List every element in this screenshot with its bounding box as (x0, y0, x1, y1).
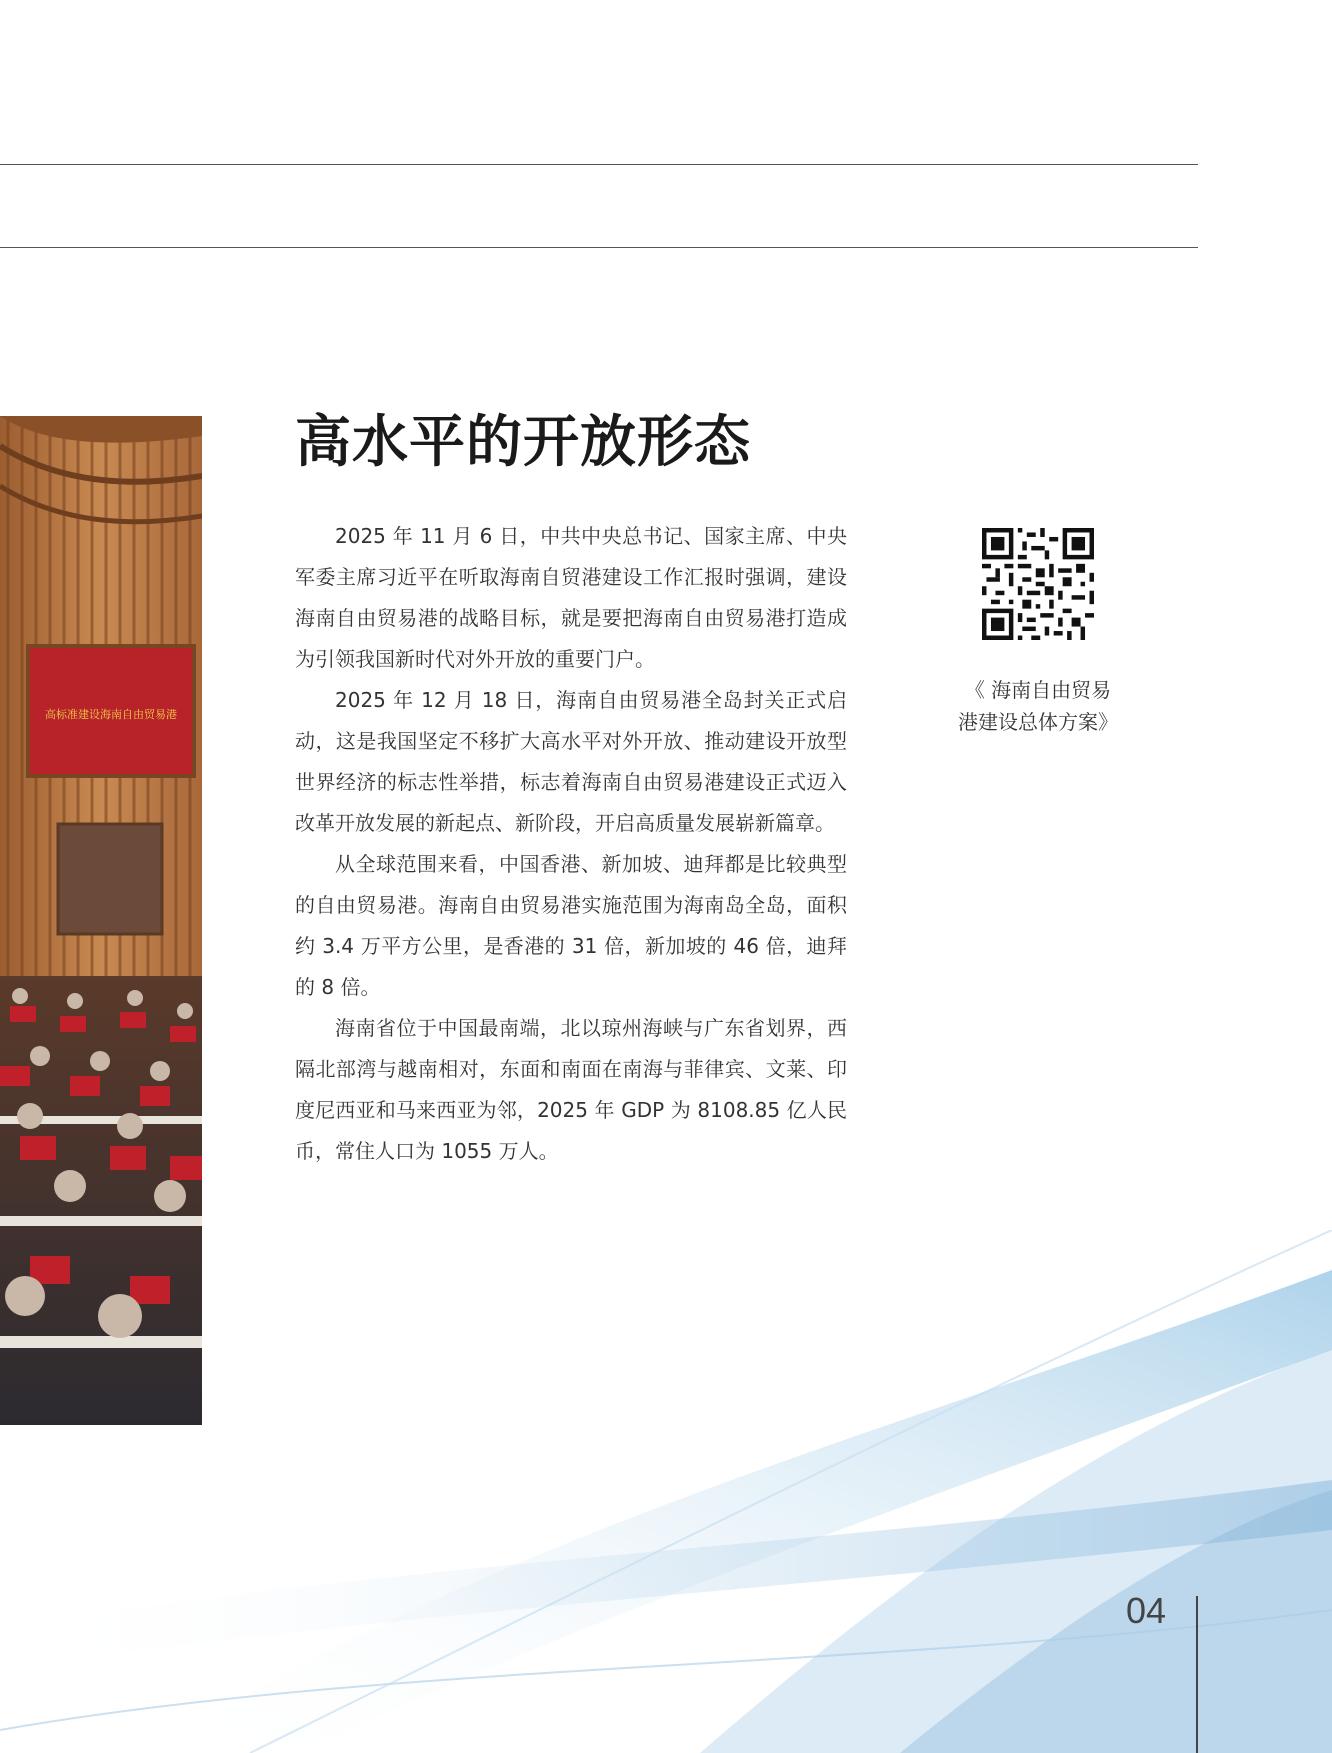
banner-text: 高标准建设海南自由贸易港 (45, 708, 177, 721)
page-title: 高水平的开放形态 (295, 410, 751, 475)
paragraph-1: 2025 年 11 月 6 日，中共中央总书记、国家主席、中央军委主席习近平在听取海南自贸港建设工作汇报时强调，建设海南自由贸易港的战略目标，就是要把海南自由贸易港打造成为引领我国新时代对外开放的重要门户。 (295, 524, 847, 671)
top-rule-2 (0, 247, 1198, 248)
paragraph-2: 2025 年 12 月 18 日，海南自由贸易港全岛封关正式启动，这是我国坚定不移扩大高水平对外开放、推动建设开放型世界经济的标志性举措，标志着海南自由贸易港建设正式迈入改革开放发展的新起点、新阶段，开启高质量发展崭新篇章。 (295, 688, 847, 835)
wave-decoration (0, 1230, 1332, 1753)
top-rule-1 (0, 164, 1198, 165)
qr-code-icon[interactable] (982, 528, 1094, 640)
article-body (295, 516, 847, 1172)
qr-caption-line-1: 《 海南自由贸易 (964, 678, 1112, 702)
paragraph-3: 从全球范围来看，中国香港、新加坡、迪拜都是比较典型的自由贸易港。海南自由贸易港实施范围为海南岛全岛，面积约 3.4 万平方公里，是香港的 31 倍，新加坡的 46 倍，迪拜的 8 倍。 (295, 852, 847, 999)
paragraph-4: 海南省位于中国最南端，北以琼州海峡与广东省划界，西隔北部湾与越南相对，东面和南面在南海与菲律宾、文莱、印度尼西亚和马来西亚为邻，2025 年 GDP 为 8108.85 亿人民币，常住人口为 1055 万人。 (295, 1016, 847, 1163)
qr-caption-line-2: 港建设总体方案》 (958, 710, 1118, 734)
qr-caption (948, 674, 1128, 738)
page-number-bar (1196, 1596, 1198, 1753)
page-number: 04 (1126, 1590, 1167, 1631)
